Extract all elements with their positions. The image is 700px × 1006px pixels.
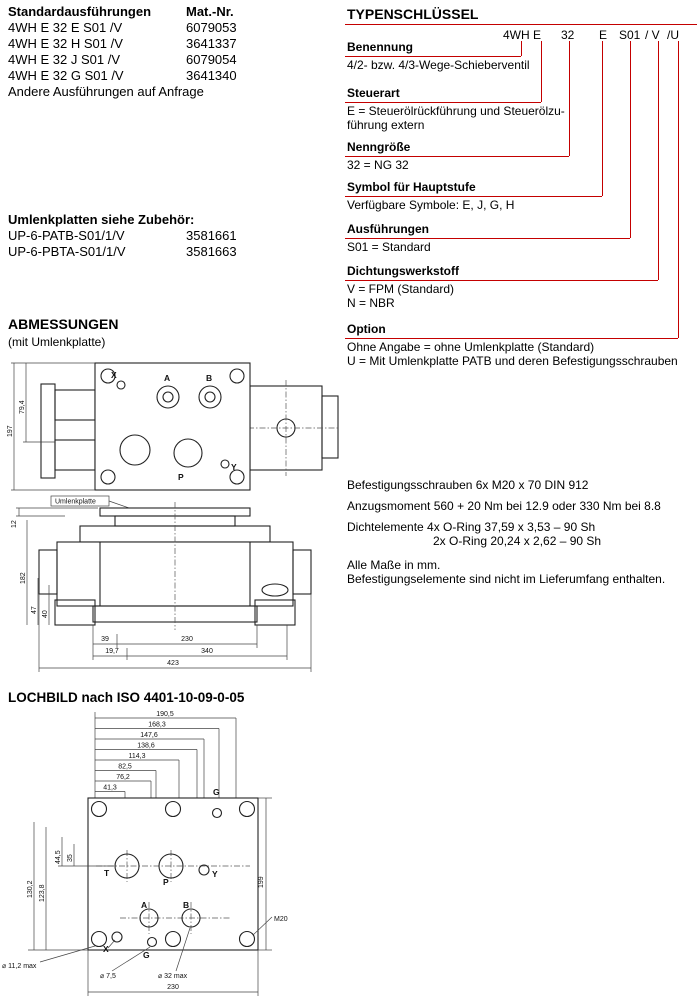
mat-nr-cell: 3641340 bbox=[186, 68, 237, 83]
dim-230: 230 bbox=[181, 636, 193, 643]
table-row bbox=[8, 68, 308, 84]
dim-340: 340 bbox=[201, 648, 213, 655]
dim-12: 12 bbox=[11, 520, 18, 528]
mat-nr-cell: 3581663 bbox=[186, 244, 237, 259]
port-g-bottom-label: G bbox=[143, 950, 150, 960]
deflector-plate-label: Umlenkplatte bbox=[55, 498, 96, 506]
dim-190-5: 190,5 bbox=[156, 711, 174, 718]
hole-diameter-7-5: ⌀ 7,5 bbox=[100, 973, 116, 980]
standards-title: Standardausführungen bbox=[8, 4, 152, 19]
red-connector bbox=[541, 41, 542, 102]
red-connector bbox=[602, 41, 603, 196]
hole-diameter-32: ⌀ 32 max bbox=[158, 973, 188, 980]
red-rule bbox=[345, 196, 602, 197]
table-row bbox=[8, 20, 308, 36]
section-desc-benennung: 4/2- bzw. 4/3-Wege-Schieberventil bbox=[347, 58, 530, 72]
section-desc-steuerart: E = Steuerölrückführung und Steuerölzu- führung extern bbox=[347, 104, 565, 132]
front-view bbox=[20, 502, 311, 672]
dimensions-subtitle: (mit Umlenkplatte) bbox=[8, 335, 106, 349]
dim-41-3: 41,3 bbox=[103, 784, 117, 792]
section-label-dichtungswerkstoff: Dichtungswerkstoff bbox=[347, 264, 460, 278]
section-label-steuerart: Steuerart bbox=[347, 86, 400, 100]
section-desc-ausfuehrungen: S01 = Standard bbox=[347, 240, 431, 254]
dim-82-5: 82,5 bbox=[118, 763, 132, 771]
type-code-cell: 4WH E 32 E S01 /V bbox=[8, 20, 123, 35]
red-connector bbox=[630, 41, 631, 238]
section-desc-option: Ohne Angabe = ohne Umlenkplatte (Standard) U = Mit Umlenkplatte PATB und deren Befestigungsschrauben bbox=[347, 340, 678, 368]
table-header-row bbox=[8, 4, 308, 20]
port-b-label: B bbox=[183, 900, 190, 910]
dim-39: 39 bbox=[101, 636, 109, 643]
dim-182: 182 bbox=[20, 572, 27, 584]
port-p-label: P bbox=[163, 877, 169, 887]
dim-138-6: 138,6 bbox=[137, 742, 155, 750]
dim-35: 35 bbox=[67, 854, 74, 862]
type-key-panel bbox=[345, 0, 700, 1006]
port-y-label: Y bbox=[212, 869, 218, 879]
deflector-plates-table bbox=[8, 212, 308, 260]
red-connector bbox=[521, 41, 522, 56]
hole-pattern-title: LOCHBILD nach ISO 4401-10-09-0-05 bbox=[8, 690, 245, 705]
dim-197: 197 bbox=[7, 425, 14, 437]
code-part-symbol: E bbox=[599, 28, 608, 42]
mat-nr-cell: 6079054 bbox=[186, 52, 237, 67]
hole-diameter-11-2: ⌀ 11,2 max bbox=[2, 963, 37, 970]
code-part-option: /U bbox=[667, 28, 679, 42]
red-rule bbox=[345, 338, 678, 339]
port-y-label: Y bbox=[231, 462, 237, 472]
red-rule bbox=[345, 24, 697, 25]
dim-168-3: 168,3 bbox=[148, 721, 166, 729]
table-row bbox=[8, 52, 308, 68]
code-part-dichtung: / V bbox=[645, 28, 660, 42]
section-label-symbol: Symbol für Hauptstufe bbox=[347, 180, 476, 194]
code-part-nenngroesse: 32 bbox=[561, 28, 575, 42]
note-torque: Anzugsmoment 560 + 20 Nm bei 12.9 oder 330 Nm bei 8.8 bbox=[347, 499, 661, 513]
section-desc-nenngroesse: 32 = NG 32 bbox=[347, 158, 409, 172]
red-rule bbox=[345, 280, 658, 281]
dim-230: 230 bbox=[167, 984, 179, 991]
code-part-ausfuehrung: S01 bbox=[619, 28, 641, 42]
red-connector bbox=[569, 41, 570, 156]
table-row bbox=[8, 244, 308, 260]
port-x-label: X bbox=[111, 370, 117, 380]
dim-44-5: 44,5 bbox=[55, 850, 62, 864]
red-connector bbox=[678, 41, 679, 338]
note-screws: Befestigungsschrauben 6x M20 x 70 DIN 912 bbox=[347, 478, 589, 492]
note-seals-1: Dichtelemente 4x O-Ring 37,59 x 3,53 – 90 Sh bbox=[347, 520, 596, 534]
type-code-cell: UP-6-PBTA-S01/1/V bbox=[8, 244, 126, 259]
dim-76-2: 76,2 bbox=[116, 774, 130, 781]
code-part-benennung: 4WH E bbox=[503, 28, 542, 42]
dim-114-3: 114,3 bbox=[128, 753, 146, 760]
port-x-label: X bbox=[103, 944, 109, 954]
deflector-plates-title: Umlenkplatten siehe Zubehör: bbox=[8, 212, 195, 227]
red-rule bbox=[345, 102, 541, 103]
section-desc-dichtungswerkstoff: V = FPM (Standard) N = NBR bbox=[347, 282, 455, 310]
port-g-top-label: G bbox=[213, 787, 220, 797]
red-rule bbox=[345, 238, 630, 239]
type-code-cell: UP-6-PATB-S01/1/V bbox=[8, 228, 125, 243]
other-versions-note: Andere Ausführungen auf Anfrage bbox=[8, 84, 204, 99]
note-seals-2: 2x O-Ring 20,24 x 2,62 – 90 Sh bbox=[433, 534, 602, 548]
port-a-label: A bbox=[164, 373, 171, 383]
deflector-plate-callout bbox=[11, 496, 250, 528]
dim-47: 47 bbox=[31, 606, 38, 614]
section-label-ausfuehrungen: Ausführungen bbox=[347, 222, 429, 236]
red-rule bbox=[345, 56, 521, 57]
section-label-benennung: Benennung bbox=[347, 40, 413, 54]
top-view bbox=[7, 363, 340, 490]
note-units: Alle Maße in mm. bbox=[347, 558, 441, 572]
hole-pattern-drawing bbox=[0, 706, 345, 1006]
mat-nr-cell: 6079053 bbox=[186, 20, 237, 35]
dimensions-drawing bbox=[5, 352, 343, 690]
port-b-label: B bbox=[206, 373, 213, 383]
port-t-label: T bbox=[104, 868, 110, 878]
port-p-label: P bbox=[178, 472, 184, 482]
red-connector bbox=[658, 41, 659, 280]
section-desc-symbol: Verfügbare Symbole: E, J, G, H bbox=[347, 198, 515, 212]
type-key-title: TYPENSCHLÜSSEL bbox=[347, 6, 479, 22]
mat-nr-header: Mat.-Nr. bbox=[186, 4, 234, 19]
dim-423: 423 bbox=[167, 660, 179, 667]
mat-nr-cell: 3581661 bbox=[186, 228, 237, 243]
section-label-nenngroesse: Nenngröße bbox=[347, 140, 411, 154]
dim-40: 40 bbox=[42, 610, 49, 618]
mat-nr-cell: 3641337 bbox=[186, 36, 237, 51]
dim-19-7: 19,7 bbox=[105, 648, 119, 655]
port-a-label: A bbox=[141, 900, 148, 910]
dim-130-2: 130,2 bbox=[27, 880, 34, 898]
standard-versions-table bbox=[8, 4, 308, 100]
note-fasteners: Befestigungselemente sind nicht im Lieferumfang enthalten. bbox=[347, 572, 666, 586]
dim-147-6: 147,6 bbox=[140, 732, 158, 739]
dimensions-title: ABMESSUNGEN bbox=[8, 316, 119, 332]
pattern-outline bbox=[88, 784, 258, 960]
table-row bbox=[8, 36, 308, 52]
dim-123-8: 123,8 bbox=[39, 884, 46, 902]
type-code-cell: 4WH E 32 H S01 /V bbox=[8, 36, 123, 51]
table-row bbox=[8, 228, 308, 244]
top-dimension-chain bbox=[95, 711, 236, 798]
m20-label: M20 bbox=[274, 916, 288, 923]
section-label-option: Option bbox=[347, 322, 386, 336]
mounting-face-outline bbox=[88, 798, 258, 950]
type-code-cell: 4WH E 32 G S01 /V bbox=[8, 68, 124, 83]
type-code-cell: 4WH E 32 J S01 /V bbox=[8, 52, 120, 67]
dim-79-4: 79,4 bbox=[19, 400, 26, 414]
dim-199: 199 bbox=[258, 876, 265, 888]
red-rule bbox=[345, 156, 569, 157]
